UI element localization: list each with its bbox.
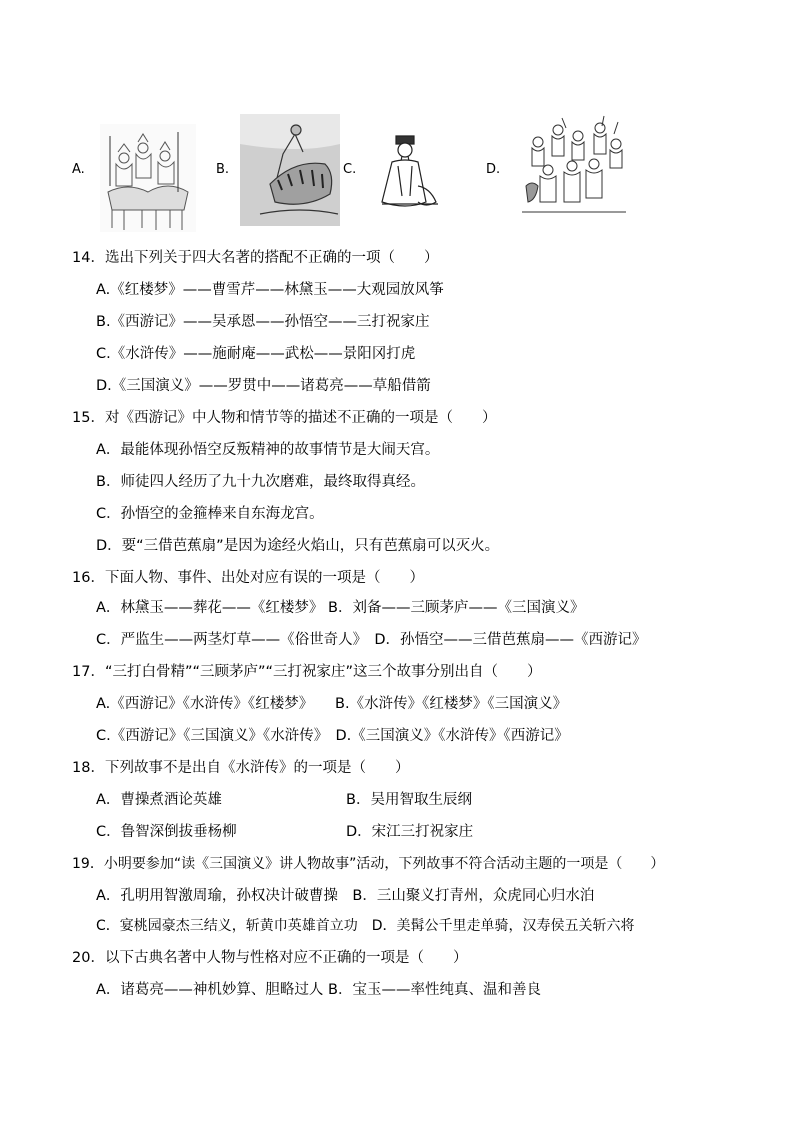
question-15-option-c: C．孙悟空的金箍棒来自东海龙宫。 [96,506,324,522]
question-15-stem: 15．对《西游记》中人物和情节等的描述不正确的一项是（ ） [72,410,497,426]
question-17-options-row-2: C.《西游记》《三国演义》《水浒传》 D.《三国演义》《水浒传》《西游记》 [96,728,569,744]
question-16-options-row-2: C．严监生——两茎灯草——《俗世奇人》 D．孙悟空——三借芭蕉扇——《西游记》 [96,632,647,648]
question-17-stem: 17．“三打白骨精”“三顾茅庐”“三打祝家庄”这三个故事分别出自（ ） [72,664,542,680]
question-18-option-a: A．曹操煮酒论英雄 [96,792,222,808]
question-14-option-c: C.《水浒传》——施耐庵——武松——景阳冈打虎 [96,346,416,362]
question-14-option-d: D.《三国演义》——罗贯中——诸葛亮——草船借箭 [96,378,431,394]
image-option-a-label: A. [72,162,85,177]
question-19-options-row-2: C．宴桃园豪杰三结义，斩黄巾英雄首立功 D．美髯公千里走单骑，汉寿侯五关斩六将 [96,918,635,934]
question-15-option-d: D．要“三借芭蕉扇”是因为途经火焰山，只有芭蕉扇可以灭火。 [96,538,500,554]
question-16-options-row-1: A．林黛玉——葬花——《红楼梦》 B．刘备——三顾茅庐——《三国演义》 [96,600,585,616]
question-20-stem: 20．以下古典名著中人物与性格对应不正确的一项是（ ） [72,950,468,966]
question-15-option-a: A．最能体现孙悟空反叛精神的故事情节是大闹天宫。 [96,442,440,458]
question-19-options-row-1: A．孔明用智激周瑜，孙权决计破曹操 B．三山聚义打青州，众虎同心归水泊 [96,888,595,904]
image-crowd-of-figures [518,112,630,218]
question-18-option-d: D．宋江三打祝家庄 [346,824,474,840]
image-option-c-label: C. [343,162,357,177]
image-option-b-label: B. [216,162,230,177]
image-option-d-label: D. [486,162,501,177]
question-14-option-b: B.《西游记》——吴承恩——孙悟空——三打祝家庄 [96,314,430,330]
question-18-option-c: C．鲁智深倒拔垂杨柳 [96,824,237,840]
image-warriors-on-horseback [98,122,198,234]
image-man-fighting-tiger [240,114,340,226]
question-17-options-row-1: A.《西游记》《水浒传》《红楼梦》 B.《水浒传》《红楼梦》《三国演义》 [96,696,568,712]
question-14-stem: 14．选出下列关于四大名著的搭配不正确的一项（ ） [72,250,439,266]
question-14-option-a: A.《红楼梦》——曹雪芹——林黛玉——大观园放风筝 [96,282,444,298]
question-15-option-b: B．师徒四人经历了九十九次磨难，最终取得真经。 [96,474,425,490]
question-18-option-b: B．吴用智取生辰纲 [346,792,472,808]
question-18-stem: 18．下列故事不是出自《水浒传》的一项是（ ） [72,760,410,776]
image-ancient-scholar [372,126,442,214]
question-19-stem: 19．小明要参加“读《三国演义》讲人物故事”活动，下列故事不符合活动主题的一项是（ ） [72,856,665,872]
question-20-options-row-1: A．诸葛亮——神机妙算、胆略过人 B．宝玉——率性纯真、温和善良 [96,982,541,998]
question-16-stem: 16．下面人物、事件、出处对应有误的一项是（ ） [72,570,424,586]
